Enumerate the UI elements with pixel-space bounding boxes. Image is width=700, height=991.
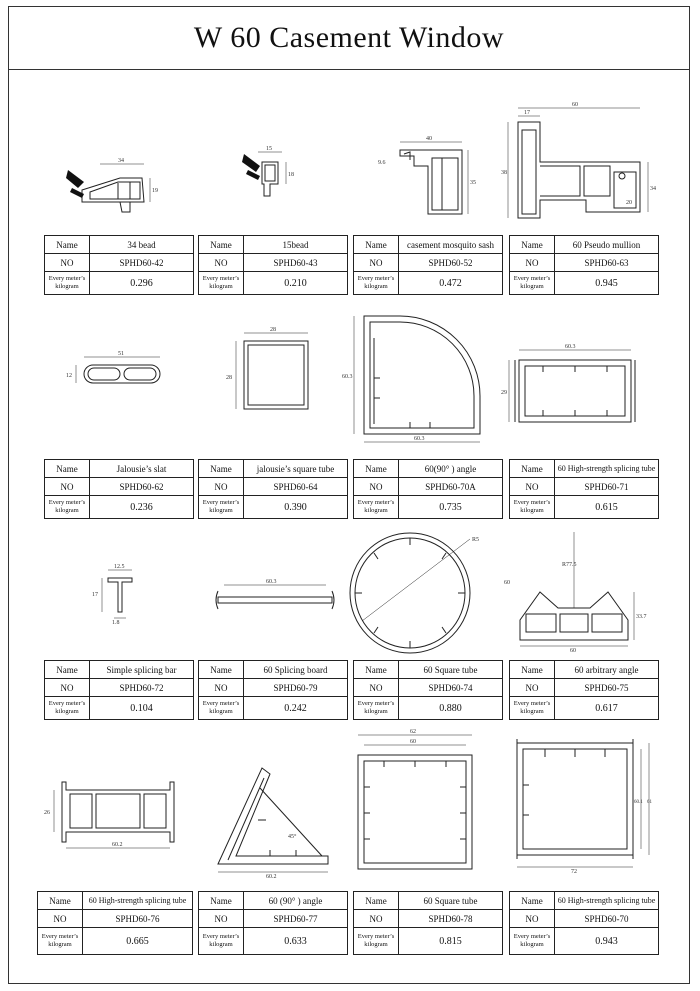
drawing-square-tube-78	[350, 725, 480, 875]
spec-table-high-strength-71	[509, 459, 659, 519]
name-label: Name	[354, 460, 399, 478]
weight-label: Every meter’s kilogram	[354, 496, 399, 519]
drawing-arbitrary-angle	[500, 528, 650, 653]
drawing-mosquito-sash	[370, 130, 480, 220]
dim-label: 60.2	[266, 874, 277, 880]
dim-label: 45°	[288, 834, 297, 840]
no-label: NO	[354, 478, 399, 496]
name-label: Name	[510, 892, 555, 910]
spec-table-arbitrary-angle	[509, 660, 659, 720]
weight-label: Every meter’s kilogram	[354, 697, 399, 720]
weight-label: Every meter’s kilogram	[510, 272, 555, 295]
drawing-high-strength-tube-71	[501, 338, 645, 433]
drawing-jalousie-square-tube	[220, 325, 320, 415]
spec-table-square-tube-74	[353, 660, 503, 720]
weight-value: 0.390	[244, 496, 348, 519]
name-label: Name	[510, 460, 555, 478]
spec-table-34-bead	[44, 235, 194, 295]
dim-label: 15	[266, 146, 272, 152]
no-label: NO	[199, 679, 244, 697]
name-label: Name	[45, 236, 90, 254]
no-label: NO	[354, 254, 399, 272]
dim-label: 60.3	[266, 579, 277, 585]
dim-label: 62	[410, 729, 416, 735]
weight-value: 0.735	[399, 496, 503, 519]
weight-value: 0.615	[555, 496, 659, 519]
weight-label: Every meter’s kilogram	[354, 272, 399, 295]
profile-name: 60 High-strength splicing tube	[83, 892, 193, 910]
dim-label: 19	[152, 188, 158, 194]
profile-code: SPHD60-79	[244, 679, 348, 697]
spec-table-high-strength-70	[509, 891, 659, 955]
no-label: NO	[199, 478, 244, 496]
weight-value: 0.210	[244, 272, 348, 295]
name-label: Name	[199, 661, 244, 679]
dim-label: 20	[626, 200, 632, 206]
weight-value: 0.945	[555, 272, 659, 295]
profile-name: jalousie’s square tube	[244, 460, 348, 478]
profile-code: SPHD60-74	[399, 679, 503, 697]
no-label: NO	[45, 679, 90, 697]
profile-code: SPHD60-71	[555, 478, 659, 496]
drawing-high-strength-tube-76	[40, 770, 190, 855]
weight-label: Every meter’s kilogram	[45, 272, 90, 295]
dim-label: 34	[650, 186, 656, 192]
weight-label: Every meter’s kilogram	[510, 928, 555, 955]
drawing-15-bead	[232, 140, 302, 210]
spec-table-15-bead	[198, 235, 348, 295]
weight-label: Every meter’s kilogram	[38, 928, 83, 955]
profile-name: 60 (90° ) angle	[244, 892, 348, 910]
profile-code: SPHD60-75	[555, 679, 659, 697]
spec-table-pseudo-mullion	[509, 235, 659, 295]
weight-value: 0.296	[90, 272, 194, 295]
profile-code: SPHD60-77	[244, 910, 348, 928]
profile-code: SPHD60-63	[555, 254, 659, 272]
dim-label: 26	[44, 810, 50, 816]
no-label: NO	[45, 478, 90, 496]
profile-code: SPHD60-76	[83, 910, 193, 928]
dim-label: 60	[504, 580, 510, 586]
dim-label: 38	[501, 170, 507, 176]
profile-code: SPHD60-43	[244, 254, 348, 272]
dim-label: R77.5	[562, 562, 577, 568]
no-label: NO	[510, 910, 555, 928]
profile-code: SPHD60-72	[90, 679, 194, 697]
spec-table-mosquito-sash	[353, 235, 503, 295]
weight-label: Every meter’s kilogram	[354, 928, 399, 955]
profile-name: 34 bead	[90, 236, 194, 254]
spec-table-splicing-board	[198, 660, 348, 720]
weight-value: 0.880	[399, 697, 503, 720]
name-label: Name	[510, 661, 555, 679]
weight-value: 0.815	[399, 928, 503, 955]
spec-table-jalousie-slat	[44, 459, 194, 519]
profile-code: SPHD60-70	[555, 910, 659, 928]
dim-label: 40	[426, 136, 432, 142]
dim-label: 34	[118, 158, 124, 164]
name-label: Name	[199, 236, 244, 254]
weight-label: Every meter’s kilogram	[45, 496, 90, 519]
dim-label: 1.8	[112, 620, 120, 626]
profile-name: Simple splicing bar	[90, 661, 194, 679]
weight-value: 0.943	[555, 928, 659, 955]
no-label: NO	[38, 910, 83, 928]
dim-label: 60.1	[634, 800, 643, 805]
profile-name: 60 Square tube	[399, 661, 503, 679]
no-label: NO	[510, 254, 555, 272]
profile-name: Jalousie’s slat	[90, 460, 194, 478]
name-label: Name	[38, 892, 83, 910]
spec-table-90-angle	[353, 459, 503, 519]
no-label: NO	[45, 254, 90, 272]
weight-value: 0.104	[90, 697, 194, 720]
weight-value: 0.472	[399, 272, 503, 295]
dim-label: 60.3	[342, 374, 353, 380]
drawing-splicing-board	[210, 575, 340, 620]
profile-code: SPHD60-42	[90, 254, 194, 272]
no-label: NO	[510, 679, 555, 697]
dim-label: 60.3	[565, 344, 576, 350]
spec-table-simple-splicing-bar	[44, 660, 194, 720]
name-label: Name	[354, 661, 399, 679]
weight-label: Every meter’s kilogram	[510, 496, 555, 519]
weight-label: Every meter’s kilogram	[510, 697, 555, 720]
weight-value: 0.236	[90, 496, 194, 519]
weight-value: 0.665	[83, 928, 193, 955]
drawing-90-angle	[340, 308, 490, 448]
drawing-pseudo-mullion	[500, 100, 660, 225]
dim-label: 60.2	[112, 842, 123, 848]
no-label: NO	[199, 254, 244, 272]
page-title: W 60 Casement Window	[193, 20, 505, 54]
drawing-jalousie-slat	[60, 345, 180, 395]
dim-label: 28	[226, 375, 232, 381]
no-label: NO	[510, 478, 555, 496]
name-label: Name	[354, 236, 399, 254]
name-label: Name	[510, 236, 555, 254]
profile-code: SPHD60-64	[244, 478, 348, 496]
dim-label: 17	[524, 110, 530, 116]
spec-table-90-angle-77	[198, 891, 348, 955]
weight-value: 0.617	[555, 697, 659, 720]
name-label: Name	[354, 892, 399, 910]
dim-label: 60	[572, 102, 578, 108]
profile-name: 60 High-strength splicing tube	[555, 892, 659, 910]
dim-label: 33.7	[636, 614, 647, 620]
profile-code: SPHD60-78	[399, 910, 503, 928]
profile-name: 60 Splicing board	[244, 661, 348, 679]
weight-label: Every meter’s kilogram	[199, 928, 244, 955]
dim-label: 12.5	[114, 564, 125, 570]
dim-label: 18	[288, 172, 294, 178]
dim-label: 29	[501, 390, 507, 396]
spec-table-jalousie-square-tube	[198, 459, 348, 519]
name-label: Name	[199, 892, 244, 910]
spec-table-high-strength-76	[37, 891, 193, 955]
spec-table-square-tube-78	[353, 891, 503, 955]
profile-code: SPHD60-70A	[399, 478, 503, 496]
dim-label: 12	[66, 373, 72, 379]
drawing-34-bead	[60, 150, 160, 220]
name-label: Name	[45, 661, 90, 679]
drawing-high-strength-tube-70	[505, 735, 655, 875]
dim-label: 60	[570, 648, 576, 654]
profile-code: SPHD60-62	[90, 478, 194, 496]
drawing-90-angle-77	[210, 760, 340, 880]
no-label: NO	[354, 910, 399, 928]
title-bar	[8, 6, 690, 70]
profile-name: 60(90° ) angle	[399, 460, 503, 478]
dim-label: 51	[118, 351, 124, 357]
profile-name: 60 arbitrary angle	[555, 661, 659, 679]
dim-label: R5	[472, 537, 480, 543]
profile-name: 60 Pseudo mullion	[555, 236, 659, 254]
drawing-simple-splicing-bar	[90, 560, 150, 625]
profile-name: 15bead	[244, 236, 348, 254]
dim-label: 9.6	[378, 160, 386, 166]
no-label: NO	[199, 910, 244, 928]
dim-label: 60.3	[414, 436, 425, 442]
dim-label: 61	[647, 800, 652, 805]
weight-label: Every meter’s kilogram	[199, 496, 244, 519]
dim-label: 72	[571, 869, 577, 875]
name-label: Name	[199, 460, 244, 478]
weight-value: 0.242	[244, 697, 348, 720]
profile-code: SPHD60-52	[399, 254, 503, 272]
no-label: NO	[354, 679, 399, 697]
weight-value: 0.633	[244, 928, 348, 955]
dim-label: 17	[92, 592, 98, 598]
name-label: Name	[45, 460, 90, 478]
profile-name: 60 Square tube	[399, 892, 503, 910]
drawing-square-tube-74	[340, 525, 490, 655]
dim-label: 60	[410, 739, 416, 745]
weight-label: Every meter’s kilogram	[199, 697, 244, 720]
dim-label: 35	[470, 180, 476, 186]
dim-label: 28	[270, 327, 276, 333]
weight-label: Every meter’s kilogram	[199, 272, 244, 295]
profile-name: 60 High-strength splicing tube	[555, 460, 659, 478]
weight-label: Every meter’s kilogram	[45, 697, 90, 720]
profile-name: casement mosquito sash	[399, 236, 503, 254]
